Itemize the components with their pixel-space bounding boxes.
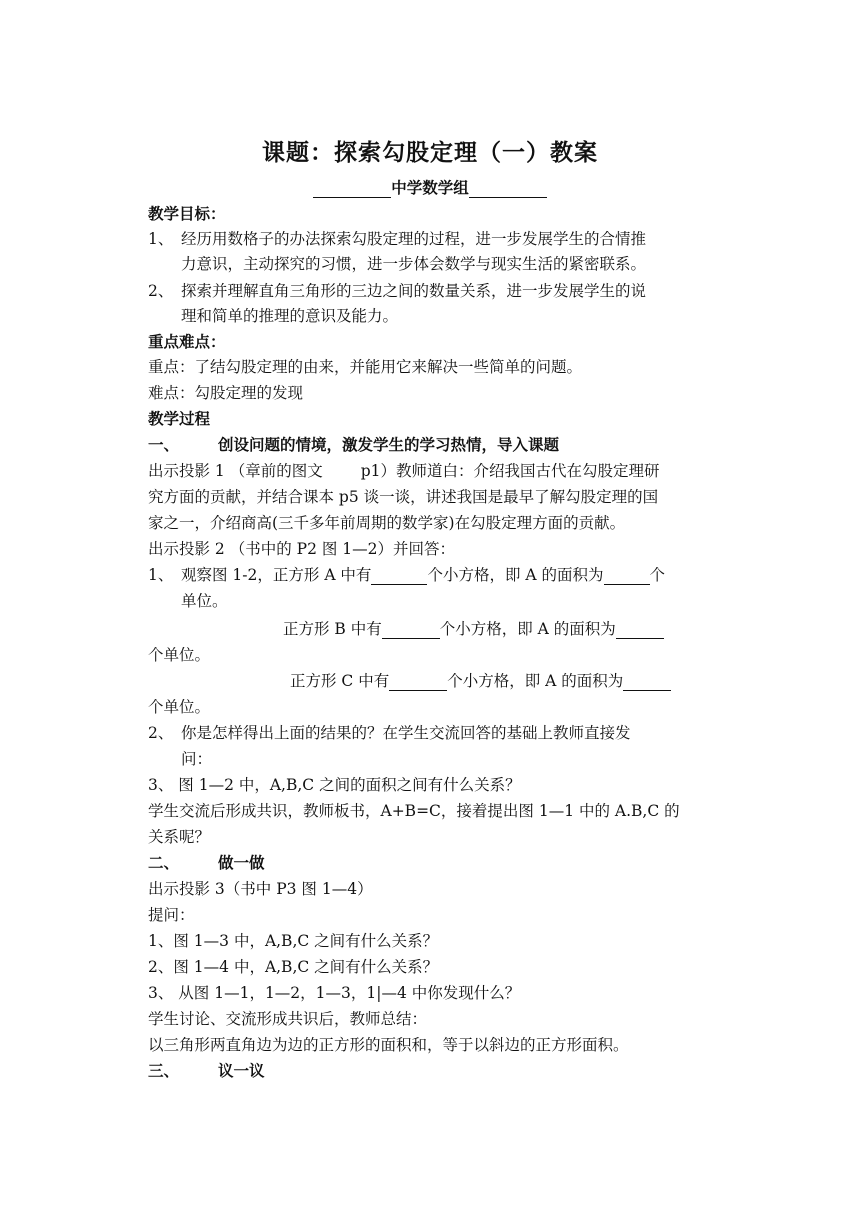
question-text: 正方形 B 中有 bbox=[283, 620, 382, 638]
paragraph-3: 出示投影 3（书中 P3 图 1—4） bbox=[148, 880, 373, 898]
paragraph-1-line-2: 究方面的贡献，并结合课本 p5 谈一谈，讲述我国是最早了解勾股定理的国 bbox=[148, 488, 659, 506]
section-title: 做一做 bbox=[218, 854, 265, 872]
ask-label: 提问： bbox=[148, 906, 195, 924]
goal-item-2-cont: 理和简单的推理的意识及能力。 bbox=[181, 307, 399, 325]
section-number: 三、 bbox=[148, 1062, 180, 1080]
question-1-c-unit: 个单位。 bbox=[148, 698, 211, 716]
question-2 bbox=[148, 723, 631, 743]
goal-item-number: 2、 bbox=[148, 282, 174, 300]
goal-item-2 bbox=[148, 281, 646, 301]
question-1-b bbox=[283, 619, 664, 639]
section-2-heading bbox=[148, 853, 265, 873]
discussion-line-2: 以三角形两直角边为边的正方形的面积和，等于以斜边的正方形面积。 bbox=[148, 1036, 629, 1054]
goal-item-text: 探索并理解直角三角形的三边之间的数量关系，进一步发展学生的说 bbox=[181, 282, 647, 300]
goal-item-1-cont: 力意识，主动探究的习惯，进一步体会数学与现实生活的紧密联系。 bbox=[181, 255, 647, 273]
ask-item-2: 2、图 1—4 中，A,B,C 之间有什么关系？ bbox=[148, 958, 439, 976]
section-3-heading bbox=[148, 1061, 265, 1081]
keys-heading: 重点难点： bbox=[148, 333, 226, 351]
goal-item-1 bbox=[148, 229, 646, 249]
question-text: 个 bbox=[649, 566, 666, 584]
ask-item-3: 3、 从图 1—1，1—2，1—3，1|—4 中你发现什么？ bbox=[148, 984, 521, 1002]
answer-blank bbox=[382, 623, 440, 639]
paragraph-2: 出示投影 2 （书中的 P2 图 1—2）并回答： bbox=[148, 540, 456, 558]
subtitle-underline-left bbox=[313, 181, 391, 198]
question-3: 3、 图 1—2 中，A,B,C 之间的面积之间有什么关系？ bbox=[148, 776, 521, 794]
discussion-line-1: 学生讨论、交流形成共识后，教师总结： bbox=[148, 1010, 428, 1028]
question-text: 你是怎样得出上面的结果的？在学生交流回答的基础上教师直接发 bbox=[181, 724, 631, 742]
section-title: 议一议 bbox=[218, 1062, 265, 1080]
answer-blank bbox=[623, 675, 671, 691]
section-number: 一、 bbox=[148, 436, 180, 454]
paragraph-1-line-1 bbox=[148, 461, 660, 481]
subtitle-text: 中学数学组 bbox=[391, 179, 469, 197]
paragraph-1-line-3: 家之一，介绍商高(三千多年前周期的数学家)在勾股定理方面的贡献。 bbox=[148, 514, 626, 532]
ask-item-1: 1、图 1—3 中，A,B,C 之间有什么关系？ bbox=[148, 932, 439, 950]
answer-blank bbox=[616, 623, 664, 639]
question-1-cont: 单位。 bbox=[181, 592, 228, 610]
key-point: 重点：了结勾股定理的由来，并能用它来解决一些简单的问题。 bbox=[148, 358, 583, 376]
question-1-b-unit: 个单位。 bbox=[148, 646, 211, 664]
document-title: 课题：探索勾股定理（一）教案 bbox=[262, 140, 598, 166]
question-1 bbox=[148, 565, 665, 585]
difficult-point: 难点：勾股定理的发现 bbox=[148, 384, 304, 402]
process-heading: 教学过程 bbox=[148, 410, 211, 428]
question-number: 1、 bbox=[148, 566, 174, 584]
question-text: 观察图 1-2，正方形 A 中有 bbox=[181, 566, 372, 584]
consensus-line-2: 关系呢？ bbox=[148, 828, 211, 846]
answer-blank bbox=[604, 569, 650, 585]
paragraph-text: p1）教师道白：介绍我国古代在勾股定理研 bbox=[360, 462, 660, 480]
answer-blank bbox=[389, 675, 447, 691]
subtitle-underline-right bbox=[469, 181, 547, 198]
question-text: 个小方格，即 A 的面积为 bbox=[439, 620, 616, 638]
goal-item-number: 1、 bbox=[148, 230, 174, 248]
document-subtitle bbox=[0, 176, 860, 198]
answer-blank bbox=[371, 569, 427, 585]
question-1-c bbox=[290, 671, 671, 691]
paragraph-text: 出示投影 1 （章前的图文 bbox=[148, 462, 323, 480]
question-2-cont: 问： bbox=[181, 750, 213, 768]
question-text: 个小方格，即 A 的面积为 bbox=[427, 566, 604, 584]
question-text: 个小方格，即 A 的面积为 bbox=[447, 672, 624, 690]
question-number: 2、 bbox=[148, 724, 174, 742]
section-title: 创设问题的情境，激发学生的学习热情，导入课题 bbox=[218, 436, 560, 454]
section-number: 二、 bbox=[148, 854, 180, 872]
section-1-heading bbox=[148, 435, 559, 455]
question-text: 正方形 C 中有 bbox=[290, 672, 390, 690]
goal-item-text: 经历用数格子的办法探索勾股定理的过程，进一步发展学生的合情推 bbox=[181, 230, 647, 248]
consensus-line-1: 学生交流后形成共识，教师板书，A+B=C，接着提出图 1—1 中的 A.B,C 的 bbox=[148, 802, 680, 820]
goals-heading: 教学目标： bbox=[148, 205, 226, 223]
